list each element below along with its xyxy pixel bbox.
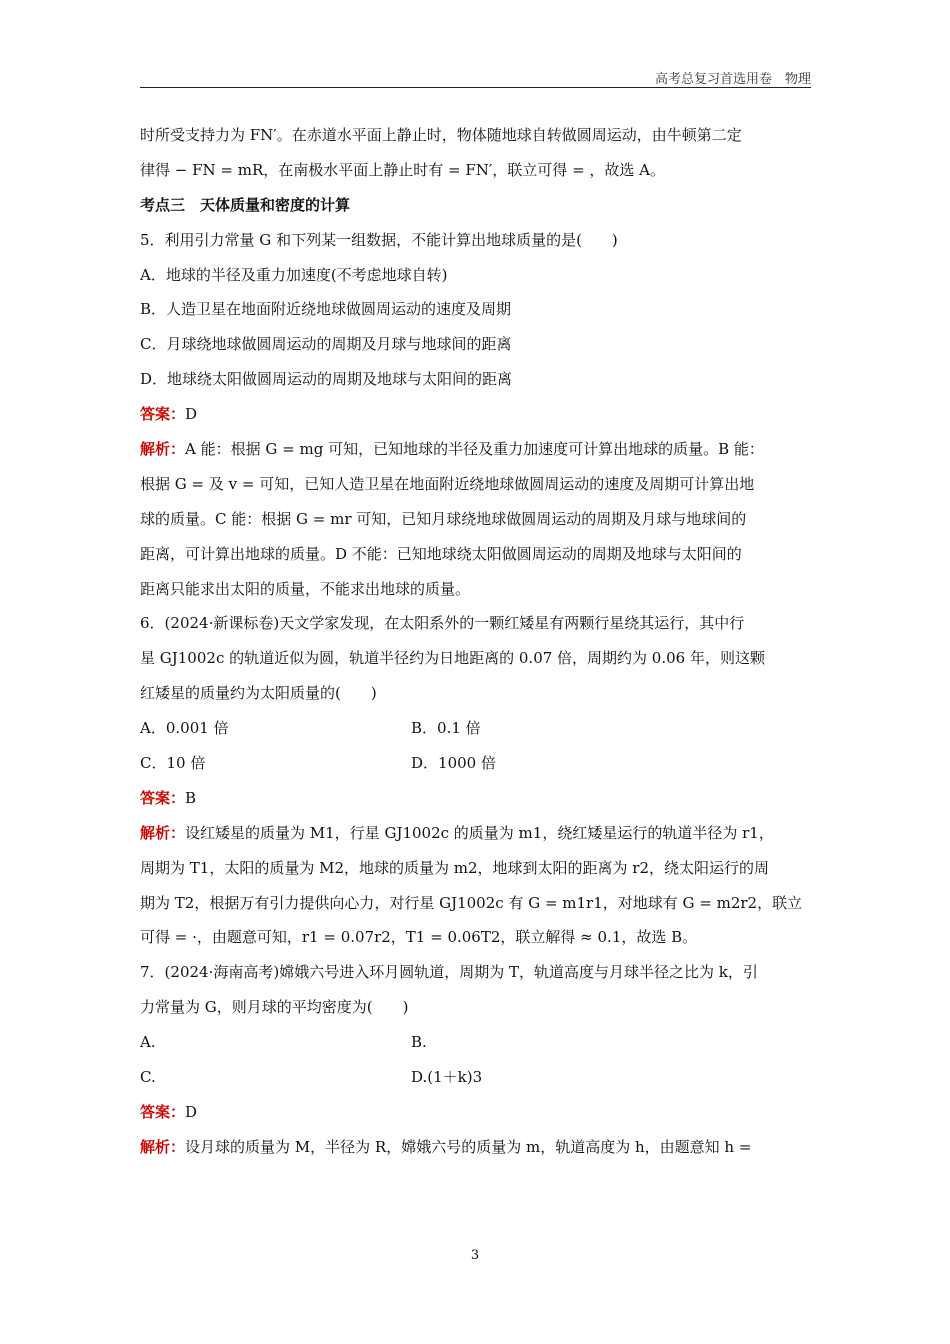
q5-analysis-line: 根据 G = 及 v = 可知，已知人造卫星在地面附近绕地球做圆周运动的速度及周期可计算出地 (140, 474, 755, 493)
q5-option-a: A．地球的半径及重力加速度(不考虑地球自转) (140, 265, 448, 284)
q7-option-b: B. (411, 1033, 427, 1052)
q6-stem: 星 GJ1002c 的轨道近似为圆，轨道半径约为日地距离的 0.07 倍，周期约为 0.06 年，则这颗 (140, 649, 765, 668)
q7-answer (140, 1095, 811, 1130)
page-number: 3 (470, 1248, 480, 1263)
q6-option-b: B．0.1 倍 (411, 719, 481, 738)
q6-stem: 红矮星的质量约为太阳质量的( ) (140, 684, 377, 703)
header-rule (140, 87, 811, 88)
q7-option-c: C. (140, 1068, 156, 1087)
page-body (140, 118, 811, 1165)
q6-option-a: A．0.001 倍 (140, 719, 229, 738)
text-line: 律得 − FN = mR，在南极水平面上静止时有 = FN′，联立可得 = ，故选 A。 (140, 160, 666, 179)
analysis-text: A 能：根据 G = mg 可知，已知地球的半径及重力加速度可计算出地球的质量。B 能： (185, 440, 764, 459)
q6-options-row (140, 746, 811, 781)
q5-option-b: B．人造卫星在地面附近绕地球做圆周运动的速度及周期 (140, 300, 512, 319)
q6-analysis-line (140, 816, 811, 851)
q5-analysis-line: 距离，可计算出地球的质量。D 不能：已知地球绕太阳做圆周运动的周期及地球与太阳间的 (140, 544, 742, 563)
analysis-text: 设红矮星的质量为 M1，行星 GJ1002c 的质量为 m1，绕红矮星运行的轨道半径为 r1， (185, 823, 774, 842)
answer-value: D (185, 1102, 198, 1121)
analysis-label: 解析： (140, 823, 186, 842)
q7-stem: 7．(2024·海南高考)嫦娥六号进入环月圆轨道，周期为 T，轨道高度与月球半径之比为 k，引 (140, 963, 758, 982)
answer-label: 答案： (140, 788, 186, 807)
q7-options-row (140, 1025, 811, 1060)
q5-analysis-line: 距离只能求出太阳的质量，不能求出地球的质量。 (140, 579, 471, 598)
q6-option-c: C．10 倍 (140, 754, 206, 773)
analysis-text: 设月球的质量为 M，半径为 R，嫦娥六号的质量为 m，轨道高度为 h，由题意知 h = (185, 1137, 752, 1156)
q6-analysis-line: 周期为 T1，太阳的质量为 M2，地球的质量为 m2，地球到太阳的距离为 r2，绕太阳运行的周 (140, 858, 770, 877)
q6-answer (140, 781, 811, 816)
q7-stem: 力常量为 G，则月球的平均密度为( ) (140, 998, 409, 1017)
analysis-label: 解析： (140, 1137, 186, 1156)
q6-stem: 6．(2024·新课标卷)天文学家发现，在太阳系外的一颗红矮星有两颗行星绕其运行，其中行 (140, 614, 745, 633)
text-line: 时所受支持力为 FN′。在赤道水平面上静止时，物体随地球自转做圆周运动，由牛顿第二定 (140, 126, 742, 144)
q7-analysis-line (140, 1130, 811, 1165)
q5-answer (140, 397, 811, 432)
answer-label: 答案： (140, 1102, 186, 1121)
q5-analysis-line: 球的质量。C 能：根据 G = mr 可知，已知月球绕地球做圆周运动的周期及月球与地球间的 (140, 509, 747, 528)
q5-analysis-line (140, 432, 811, 467)
q5-option-c: C．月球绕地球做圆周运动的周期及月球与地球间的距离 (140, 335, 512, 354)
q6-analysis-line: 期为 T2，根据万有引力提供向心力，对行星 GJ1002c 有 G = m1r1，对地球有 G = m2r2，联立 (140, 893, 803, 912)
running-header: 高考总复习首选用卷 物理 (654, 72, 811, 87)
analysis-label: 解析： (140, 440, 186, 459)
answer-value: D (185, 405, 198, 424)
q7-option-a: A. (140, 1033, 156, 1052)
q7-options-row (140, 1060, 811, 1095)
answer-label: 答案： (140, 405, 186, 424)
section-title: 考点三 天体质量和密度的计算 (140, 195, 351, 214)
answer-value: B (185, 788, 197, 807)
q5-option-d: D．地球绕太阳做圆周运动的周期及地球与太阳间的距离 (140, 370, 513, 389)
q5-stem: 5．利用引力常量 G 和下列某一组数据，不能计算出地球质量的是( ) (140, 230, 618, 249)
q6-options-row (140, 711, 811, 746)
q7-option-d: D.(1＋k)3 (411, 1068, 483, 1087)
q6-option-d: D．1000 倍 (411, 754, 496, 773)
q6-analysis-line: 可得 = ·，由题意可知，r1 = 0.07r2，T1 = 0.06T2，联立解得 ≈ 0.1，故选 B。 (140, 928, 698, 947)
